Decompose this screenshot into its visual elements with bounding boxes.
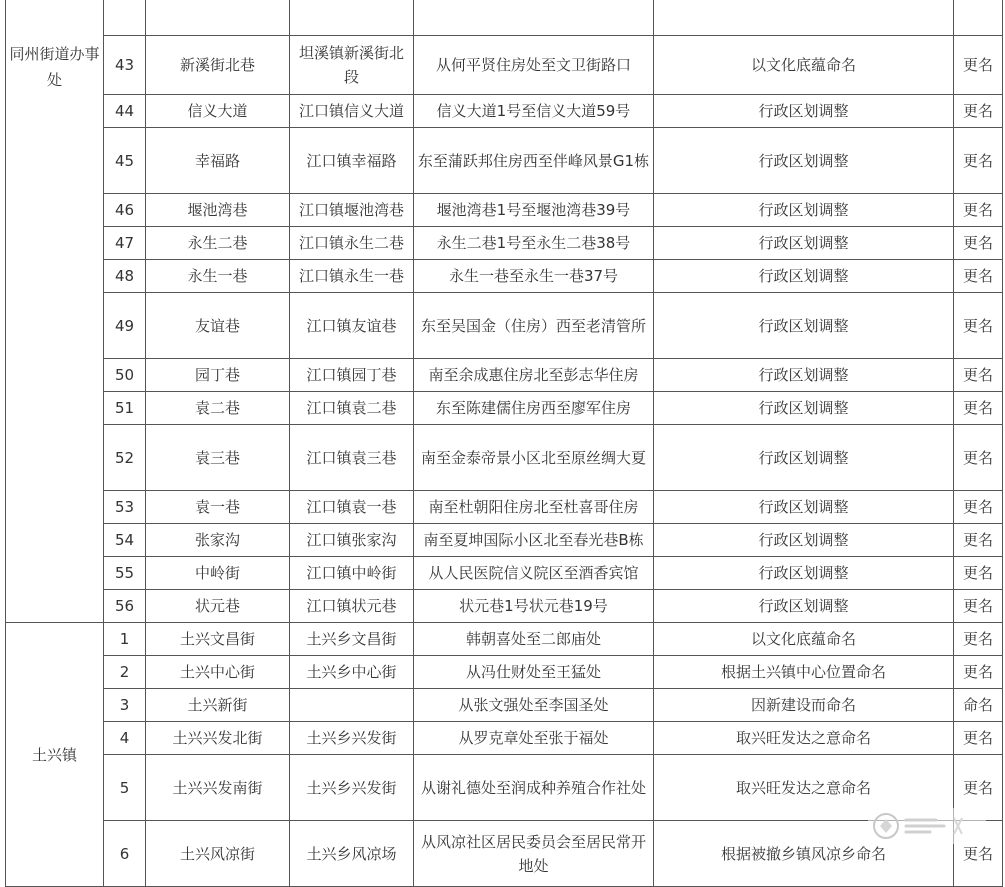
row-number-cell: 56 [104,590,146,623]
street-name-cell: 袁三巷 [146,425,290,491]
naming-reason-cell: 取兴旺发达之意命名 [654,722,954,755]
row-number-cell: 2 [104,656,146,689]
street-name-cell: 永生二巷 [146,227,290,260]
naming-reason-cell: 行政区划调整 [654,95,954,128]
naming-type-cell: 更名 [954,755,1003,821]
naming-type-cell: 更名 [954,722,1003,755]
street-name-cell: 状元巷 [146,590,290,623]
original-name-cell: 江口镇园丁巷 [290,359,414,392]
table-row [6,623,1003,656]
row-number-cell: 44 [104,95,146,128]
street-range-cell: 从冯仕财处至王猛处 [414,656,654,689]
row-number-cell: 47 [104,227,146,260]
street-range-cell: 韩朝喜处至二郎庙处 [414,623,654,656]
naming-type-cell: 更名 [954,293,1003,359]
naming-reason-cell: 根据被撤乡镇风凉乡命名 [654,821,954,887]
row-number-cell: 52 [104,425,146,491]
row-number-cell: 3 [104,689,146,722]
naming-type-cell: 命名 [954,689,1003,722]
street-range-cell: 从风凉社区居民委员会至居民常开地处 [414,821,654,887]
street-range-cell: 状元巷1号状元巷19号 [414,590,654,623]
table-row [6,0,1003,36]
naming-type-cell: 更名 [954,524,1003,557]
naming-type-cell: 更名 [954,260,1003,293]
street-range-cell: 从张文强处至李国圣处 [414,689,654,722]
naming-type-cell: 更名 [954,623,1003,656]
street-range-cell: 信义大道1号至信义大道59号 [414,95,654,128]
original-name-cell: 江口镇张家沟 [290,524,414,557]
naming-type-cell: 更名 [954,36,1003,95]
naming-reason-cell: 行政区划调整 [654,359,954,392]
street-name-cell: 土兴风凉街 [146,821,290,887]
street-range-cell: 永生一巷至永生一巷37号 [414,260,654,293]
row-number-cell [104,0,146,36]
street-name-cell: 永生一巷 [146,260,290,293]
table-row [6,689,1003,722]
street-name-cell: 袁一巷 [146,491,290,524]
street-name-cell: 袁二巷 [146,392,290,425]
table-row [6,425,1003,491]
naming-type-cell: 更名 [954,557,1003,590]
naming-reason-cell: 行政区划调整 [654,491,954,524]
naming-reason-cell: 行政区划调整 [654,194,954,227]
row-number-cell: 49 [104,293,146,359]
naming-reason-cell: 以文化底蕴命名 [654,36,954,95]
street-range-cell: 从罗克章处至张于福处 [414,722,654,755]
district-cell: 同州街道办事处 [6,0,104,623]
naming-type-cell: 更名 [954,359,1003,392]
row-number-cell: 50 [104,359,146,392]
table-row [6,557,1003,590]
table-body [6,0,1003,887]
naming-reason-cell: 行政区划调整 [654,260,954,293]
original-name-cell: 江口镇袁三巷 [290,425,414,491]
naming-type-cell: 更名 [954,491,1003,524]
street-range-cell: 从人民医院信义院区至酒香宾馆 [414,557,654,590]
original-name-cell [290,0,414,36]
street-name-cell: 土兴兴发北街 [146,722,290,755]
row-number-cell: 46 [104,194,146,227]
naming-reason-cell: 行政区划调整 [654,227,954,260]
original-name-cell: 江口镇袁一巷 [290,491,414,524]
table-row [6,128,1003,194]
table-row [6,227,1003,260]
district-cell: 土兴镇 [6,623,104,887]
naming-reason-cell: 取兴旺发达之意命名 [654,755,954,821]
street-range-cell: 南至夏坤国际小区北至春光巷B栋 [414,524,654,557]
naming-reason-cell: 行政区划调整 [654,557,954,590]
row-number-cell: 5 [104,755,146,821]
naming-type-cell: 更名 [954,128,1003,194]
row-number-cell: 48 [104,260,146,293]
row-number-cell: 53 [104,491,146,524]
table-row [6,524,1003,557]
naming-type-cell [954,0,1003,36]
naming-reason-cell: 行政区划调整 [654,128,954,194]
naming-type-cell: 更名 [954,425,1003,491]
original-name-cell: 江口镇袁二巷 [290,392,414,425]
row-number-cell: 55 [104,557,146,590]
street-range-cell [414,0,654,36]
original-name-cell: 坦溪镇新溪街北段 [290,36,414,95]
original-name-cell: 江口镇永生二巷 [290,227,414,260]
original-name-cell: 土兴乡风凉场 [290,821,414,887]
street-name-cell: 张家沟 [146,524,290,557]
row-number-cell: 6 [104,821,146,887]
street-naming-table [5,0,1003,887]
street-name-cell: 中岭街 [146,557,290,590]
original-name-cell: 江口镇友谊巷 [290,293,414,359]
street-name-cell: 幸福路 [146,128,290,194]
street-name-cell: 土兴中心街 [146,656,290,689]
original-name-cell: 江口镇中岭街 [290,557,414,590]
naming-reason-cell [654,0,954,36]
street-range-cell: 从谢礼德处至润成种养殖合作社处 [414,755,654,821]
naming-type-cell: 更名 [954,656,1003,689]
naming-type-cell: 更名 [954,590,1003,623]
naming-reason-cell: 行政区划调整 [654,425,954,491]
street-range-cell: 东至蒲跃邦住房西至伴峰风景G1栋 [414,128,654,194]
original-name-cell: 江口镇幸福路 [290,128,414,194]
original-name-cell [290,689,414,722]
naming-type-cell: 更名 [954,392,1003,425]
naming-type-cell: 更名 [954,194,1003,227]
row-number-cell: 43 [104,36,146,95]
street-name-cell: 堰池湾巷 [146,194,290,227]
table-row [6,722,1003,755]
street-name-cell: 土兴兴发南街 [146,755,290,821]
original-name-cell: 江口镇信义大道 [290,95,414,128]
original-name-cell: 土兴乡文昌街 [290,623,414,656]
naming-reason-cell: 行政区划调整 [654,524,954,557]
street-name-cell: 园丁巷 [146,359,290,392]
table-row [6,656,1003,689]
row-number-cell: 1 [104,623,146,656]
original-name-cell: 江口镇堰池湾巷 [290,194,414,227]
naming-reason-cell: 行政区划调整 [654,392,954,425]
original-name-cell: 江口镇状元巷 [290,590,414,623]
street-range-cell: 东至吴国金（住房）西至老清管所 [414,293,654,359]
naming-reason-cell: 因新建设而命名 [654,689,954,722]
original-name-cell: 土兴乡兴发街 [290,755,414,821]
street-range-cell: 永生二巷1号至永生二巷38号 [414,227,654,260]
street-name-cell: 土兴文昌街 [146,623,290,656]
table-row [6,95,1003,128]
table-row [6,491,1003,524]
street-name-cell: 信义大道 [146,95,290,128]
street-name-cell [146,0,290,36]
naming-type-cell: 更名 [954,227,1003,260]
original-name-cell: 江口镇永生一巷 [290,260,414,293]
table-row [6,359,1003,392]
street-name-cell: 土兴新街 [146,689,290,722]
table-row [6,194,1003,227]
table-row [6,590,1003,623]
naming-reason-cell: 以文化底蕴命名 [654,623,954,656]
street-range-cell: 从何平贤住房处至文卫街路口 [414,36,654,95]
naming-type-cell: 更名 [954,95,1003,128]
table-row [6,392,1003,425]
row-number-cell: 4 [104,722,146,755]
row-number-cell: 54 [104,524,146,557]
street-range-cell: 堰池湾巷1号至堰池湾巷39号 [414,194,654,227]
street-range-cell: 南至余成惠住房北至彭志华住房 [414,359,654,392]
original-name-cell: 土兴乡兴发街 [290,722,414,755]
naming-reason-cell: 行政区划调整 [654,590,954,623]
street-name-cell: 友谊巷 [146,293,290,359]
naming-reason-cell: 根据土兴镇中心位置命名 [654,656,954,689]
street-range-cell: 南至金泰帝景小区北至原丝绸大夏 [414,425,654,491]
street-range-cell: 东至陈建儒住房西至廖军住房 [414,392,654,425]
naming-reason-cell: 行政区划调整 [654,293,954,359]
row-number-cell: 51 [104,392,146,425]
street-range-cell: 南至杜朝阳住房北至杜喜哥住房 [414,491,654,524]
table-row [6,36,1003,95]
row-number-cell: 45 [104,128,146,194]
table-row [6,821,1003,887]
table-row [6,755,1003,821]
table-row [6,260,1003,293]
original-name-cell: 土兴乡中心街 [290,656,414,689]
naming-type-cell: 更名 [954,821,1003,887]
table-row [6,293,1003,359]
street-name-cell: 新溪街北巷 [146,36,290,95]
